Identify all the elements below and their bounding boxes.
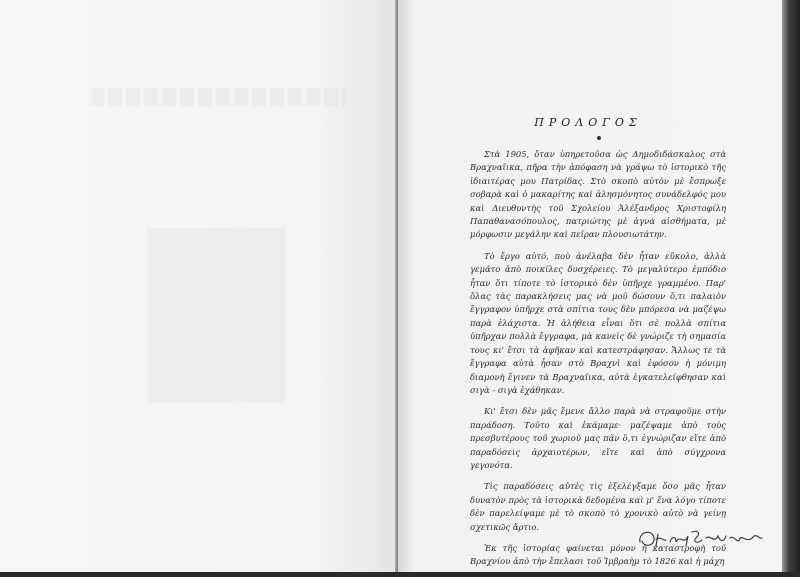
heading-ornament [597,136,601,140]
paragraph: Κι' ἔτσι δὲν μᾶς ἔμενε ἄλλο παρὰ νὰ στραφοῦμε στὴν παράδοση. Τοῦτο καὶ ἐκάμαμε· μαζέψαμε ἀπὸ τοὺς πρεσβυτέρους τοῦ χωριοῦ μας πᾶν ὅ,τι ἐγνώριζαν εἴτε ἀπὸ παραδόσεις ἀρχαιοτέρων, εἴτε καὶ ἀπὸ σύγχρονα γεγονότα. [470,406,726,470]
preface-body [470,148,726,577]
left-page [0,0,398,572]
paragraph: Ἐκ τῆς ἱστορίας φαίνεται μόνον ἡ καταστροφὴ τοῦ Βραχνίου ἀπὸ τὴν ἔπελασι τοῦ Ἰμβραὴμ τὸ 1826 καὶ ἡ μάχη [470,542,726,567]
handwritten-signature [636,524,766,552]
paragraph: Τὶς παραδόσεις αὐτὲς τὶς ἐξελέγξαμε ὅσο μᾶς ἦταν δυνατὸν πρὸς τὰ ἱστορικὰ δεδομένα καὶ μ' ἕνα λόγο τίποτε δὲν παρελείψαμε μὲ τὸ σκοπὸ τὸ χρονικὸ αὐτὸ νὰ γείνῃ σχετικῶς ἄρτιο. [470,481,726,532]
paragraph: Στὰ 1905, ὅταν ὑπηρετοῦσα ὡς Δημοδιδάσκαλος στὰ Βραχναῖικα, πῆρα τὴν ἀπόφαση νὰ γράψω τὸ ἱστορικὸ τῆς ἰδιαιτέρας μου Πατρίδας. Στὸ σκοπὸ αὐτὸν μὲ ἔσπρωξε σοβαρὰ καὶ ὁ μακαρίτης καὶ ἀλησμόνητος συνάδελφός μου καὶ Διευθυντὴς τοῦ Σχολείου Ἀλέξανδρος Χριστοφίλη Παπαθανασόπουλος, πατριώτης μὲ ἁγνὰ αἰσθήματα, μὲ μόρφωσιν μεγάλην καὶ πεῖραν πλουσιωτάτην. [470,149,726,240]
show-through-text [90,88,345,106]
page-heading: ΠΡΟΛΟΓΟΣ [534,116,642,129]
show-through-photo [146,228,286,403]
paragraph: Τὸ ἔργο αὐτό, ποὺ ἀνέλαβα δὲν ἦταν εὔκολο, ἀλλὰ γεμᾶτο ἀπὸ ποικίλες δυσχέρειες. Τὸ μεγαλύτερο ἐμπόδιο ἦταν ὅτι τίποτε τὸ ἱστορικὸ δὲν ὑπῆρχε γραμμένο. Παρ' ὅλας τὰς παρακλήσεις μας νὰ μοῦ δώσουν ὅ,τι παλαιὸν ἔγγραφον ὑπῆρχε στὰ σπίτια τους δὲν μπόρεσα νὰ μαζέψω παρὰ ἐλάχιστα. Ἡ ἀλήθεια εἶναι ὅτι σὲ πολλὰ σπίτια ὑπῆρχαν πολλὰ ἔγγραφα, μὰ κανεὶς δὲ γνώριζε τὴ σημασία τους κι' ἔτσι τὰ ἀφῆκαν καὶ κατεστράφησαν. Ἄλλως τε τὰ ἔγγραφα αὐτὰ ἦσαν στὸ Βραχνὶ καὶ ἐφόσον ἡ μόνιμη διαμονὴ ἔγινεν τὰ Βραχναῖικα, αὐτὰ ἐγκατελείφθησαν καὶ σιγὰ - σιγὰ ἐχάθηκαν. [470,250,726,395]
page-edge-shadow [782,0,800,572]
